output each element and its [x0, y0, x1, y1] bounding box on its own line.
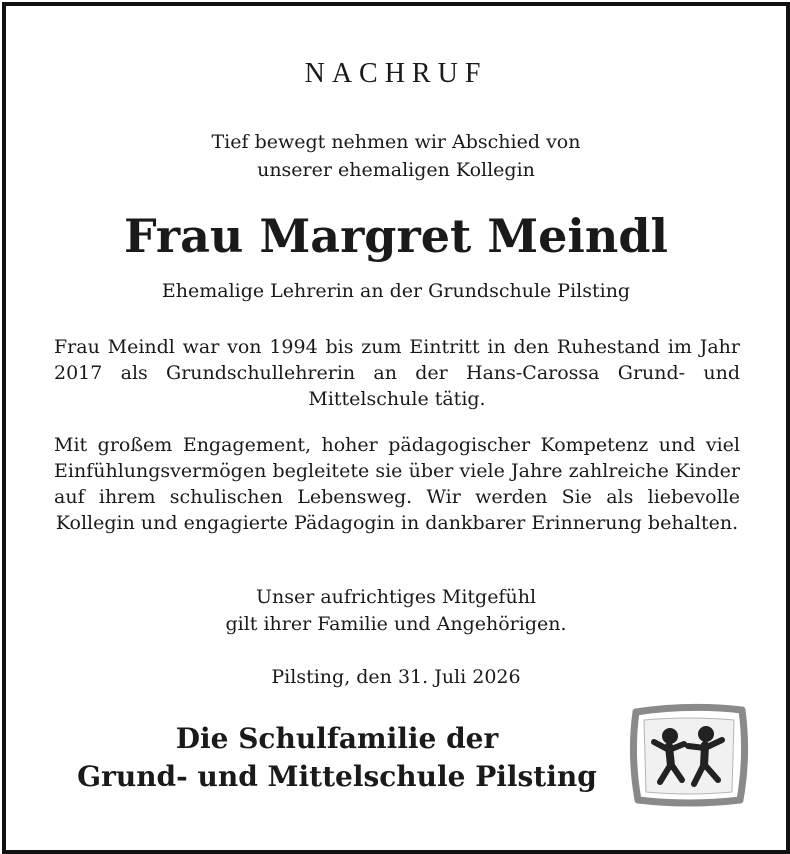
- intro-line: Tief bewegt nehmen wir Abschied von: [211, 131, 581, 153]
- deceased-name: Frau Margret Meindl: [124, 209, 668, 263]
- deceased-role: Ehemalige Lehrerin an der Grundschule Pilsting: [161, 280, 631, 302]
- tribute-paragraph: Mit großem Engagement, hoher pädagogischer Kompetenz und viel Einfühlungsvermögen begleitete sie über viele Jahre zahlreiche Kinder auf ihrem schulischen Lebensweg. Wir werden Sie als liebevolle Kollegin und engagierte Pädagogin in dankbarer Erinnerung behalten.: [54, 434, 740, 534]
- intro-line: unserer ehemaligen Kollegin: [257, 159, 535, 181]
- place-date-line: Pilsting, den 31. Juli 2026: [271, 666, 521, 688]
- signature-block: [56, 720, 618, 796]
- signature-line: Grund- und Mittelschule Pilsting: [77, 760, 597, 793]
- obituary-notice: [2, 2, 790, 854]
- school-children-logo-icon: [628, 702, 750, 808]
- signature-line: Die Schulfamilie der: [175, 722, 499, 755]
- notice-heading: NACHRUF: [304, 58, 488, 89]
- condolence-line: gilt ihrer Familie und Angehörigen.: [225, 613, 567, 635]
- condolence-text: [6, 584, 786, 638]
- condolence-line: Unser aufrichtiges Mitgefühl: [255, 586, 537, 608]
- intro-text: [6, 128, 786, 184]
- biography-paragraph: Frau Meindl war von 1994 bis zum Eintritt in den Ruhestand im Jahr 2017 als Grundschullehrerin an der Hans-Carossa Grund- und Mittelschule tätig.: [54, 336, 740, 410]
